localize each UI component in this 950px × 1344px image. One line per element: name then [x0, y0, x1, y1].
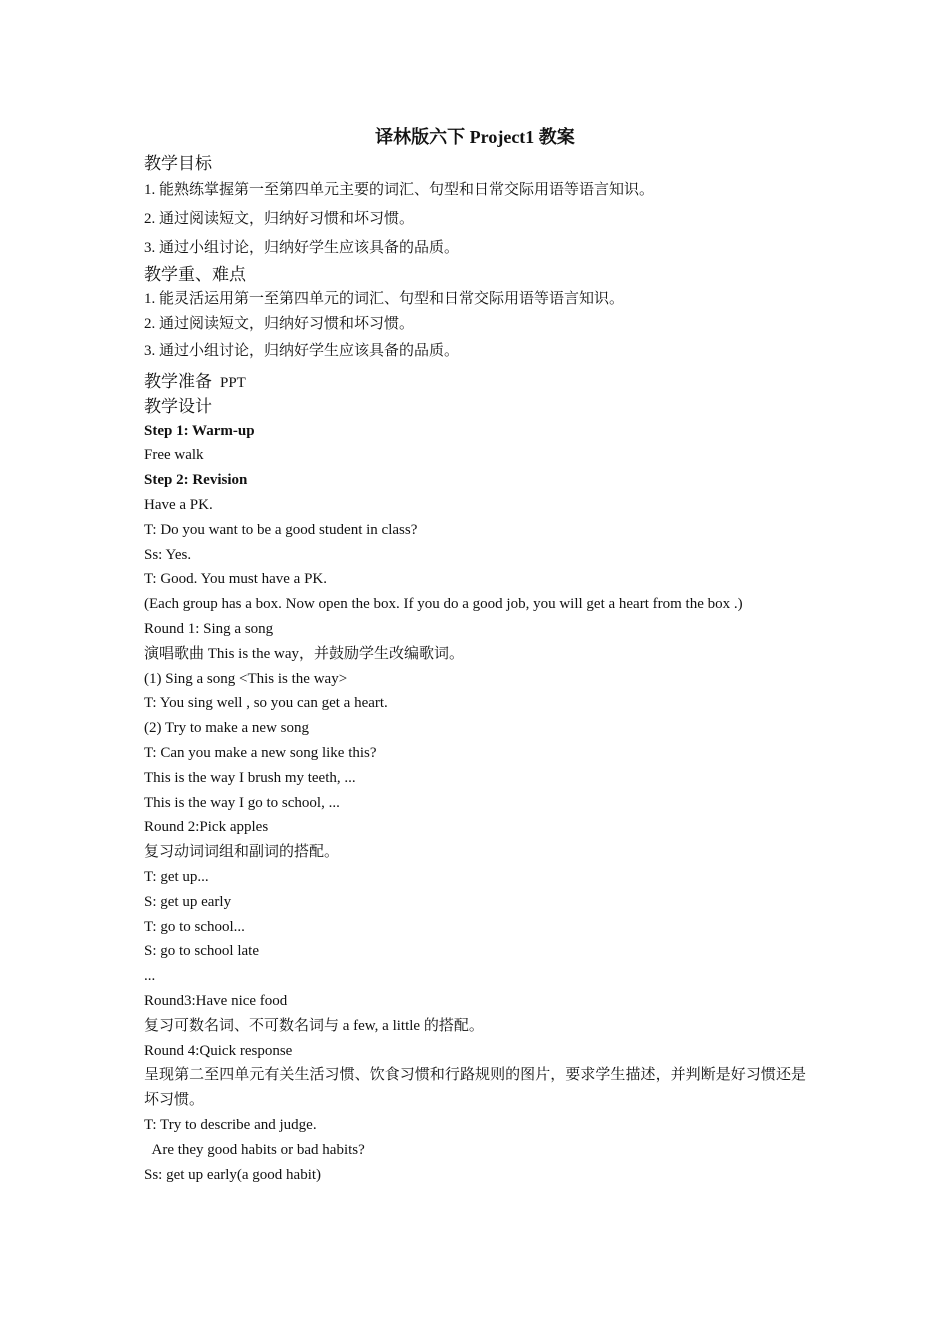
preparation-label: 教学准备: [144, 371, 212, 392]
design-line: Have a PK.: [144, 496, 213, 513]
design-line: (Each group has a box. Now open the box. If you do a good job, you will get a heart from the box .): [144, 596, 743, 613]
document-page: [144, 122, 806, 1187]
objective-item: 1. 能熟练掌握第一至第四单元主要的词汇、句型和日常交际用语等语言知识。: [144, 182, 655, 198]
design-heading: 教学设计: [144, 396, 212, 417]
design-line: S: get up early: [144, 893, 232, 910]
design-line: T: Try to describe and judge.: [144, 1116, 317, 1133]
design-line: T: get up...: [144, 868, 209, 885]
design-line: (1) Sing a song <This is the way>: [144, 670, 348, 687]
design-line: 复习动词词组和副词的搭配。: [144, 844, 340, 861]
objective-item: 2. 通过阅读短文，归纳好习惯和坏习惯。: [144, 211, 415, 227]
design-line: Round 2:Pick apples: [144, 819, 269, 836]
preparation-value: PPT: [220, 374, 246, 391]
key-point-item: 2. 通过阅读短文，归纳好习惯和坏习惯。: [144, 315, 415, 332]
design-line: Round 1: Sing a song: [144, 620, 274, 637]
step-heading: Step 1: Warm-up: [144, 422, 255, 439]
key-point-item: 1. 能灵活运用第一至第四单元的词汇、句型和日常交际用语等语言知识。: [144, 291, 625, 307]
design-line: Free walk: [144, 447, 204, 464]
step-heading: Step 2: Revision: [144, 472, 248, 489]
design-line: This is the way I brush my teeth, ...: [144, 769, 356, 786]
objective-item: 3. 通过小组讨论，归纳好学生应该具备的品质。: [144, 240, 460, 256]
design-line: 复习可数名词、不可数名词与 a few, a little 的搭配。: [144, 1017, 484, 1034]
design-line: 演唱歌曲 This is the way，并鼓励学生改编歌词。: [144, 645, 464, 662]
design-line: Round 4:Quick response: [144, 1042, 293, 1059]
key-points-heading: 教学重、难点: [144, 265, 246, 285]
design-line: (2) Try to make a new song: [144, 720, 309, 737]
design-line: Ss: get up early(a good habit): [144, 1166, 322, 1183]
preparation-heading: [144, 370, 806, 395]
design-line: T: Good. You must have a PK.: [144, 571, 328, 588]
design-line: S: go to school late: [144, 943, 259, 960]
key-point-item: 3. 通过小组讨论，归纳好学生应该具备的品质。: [144, 342, 460, 359]
design-line: T: Do you want to be a good student in class?: [144, 521, 418, 538]
design-line: Round3:Have nice food: [144, 992, 288, 1009]
design-line: T: Can you make a new song like this?: [144, 744, 377, 761]
design-line: T: You sing well , so you can get a heart.: [144, 695, 388, 712]
objectives-heading: 教学目标: [144, 154, 212, 174]
design-line: This is the way I go to school, ...: [144, 794, 340, 811]
design-line: T: go to school...: [144, 918, 245, 935]
design-line: 呈现第二至四单元有关生活习惯、饮食习惯和行路规则的图片，要求学生描述，并判断是好习惯还是坏习惯。: [144, 1067, 806, 1109]
design-line: ...: [144, 968, 156, 985]
document-title: 译林版六下 Project1 教案: [375, 127, 575, 147]
design-line: Are they good habits or bad habits?: [144, 1141, 365, 1158]
design-line: Ss: Yes.: [144, 546, 192, 563]
